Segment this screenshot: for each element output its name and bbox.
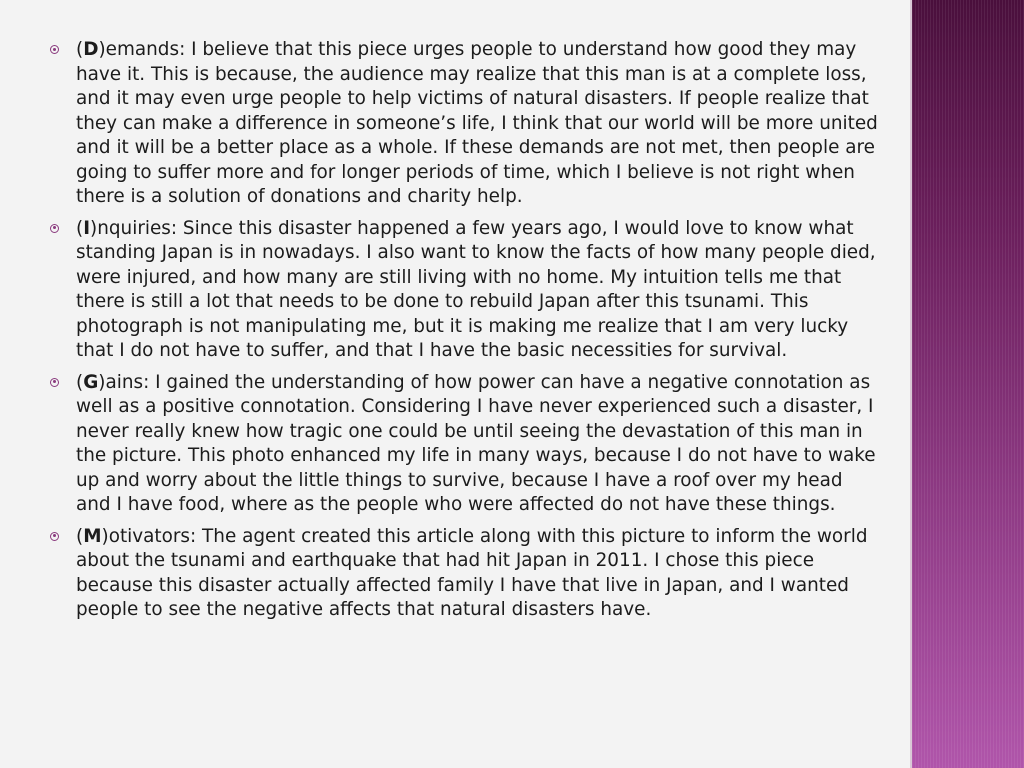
paren-open: (: [76, 371, 84, 393]
bullet-icon: [50, 45, 59, 54]
paren-open: (: [76, 39, 84, 60]
acronym-letter: M: [83, 525, 102, 547]
list-item-demands: [48, 38, 878, 210]
paren-close: ): [98, 371, 106, 393]
list-item-motivators: [48, 525, 878, 623]
item-text: ains: I gained the understanding of how power can have a negative connotation as well as a positive connotation. Considering I have never experienced such a disaster, I never really knew how tragic one could be until seeing the devastation of this man in the picture. This photo enhanced my life in many ways, because I do not have to wake up and worry about the little things to survive, because I have a roof over my head and I have food, where as the people who were affected do not have these things.: [76, 371, 876, 515]
paren-open: (: [76, 525, 84, 547]
acronym-letter: D: [83, 39, 99, 60]
bullet-list: [48, 38, 878, 630]
item-text: otivators: The agent created this article along with this picture to inform the world about the tsunami and earthquake that had hit Japan in 2011. I chose this piece because this disaster actually affected family I have that live in Japan, and I wanted people to see the negative affects that natural disasters have.: [76, 525, 868, 620]
item-text: emands: I believe that this piece urges people to understand how good they may have it. This is because, the audience may realize that this man is at a complete loss, and it may even urge people to help victims of natural disasters. If people realize that they can make a difference in someone’s life, I think that our world will be more united and it will be a better place as a whole. If these demands are not met, then people are going to suffer more and for longer periods of time, which I believe is not right when there is a solution of donations and charity help.: [76, 39, 878, 207]
paren-close: ): [90, 217, 98, 239]
list-item-inquiries: [48, 217, 878, 364]
bullet-icon: [50, 378, 59, 387]
bullet-icon: [50, 224, 59, 233]
decorative-side-band: [912, 0, 1024, 768]
paren-close: ): [101, 525, 109, 547]
item-text: nquiries: Since this disaster happened a few years ago, I would love to know what standing Japan is in nowadays. I also want to know the facts of how many people died, were injured, and how many are still living with no home. My intuition tells me that there is still a lot that needs to be done to rebuild Japan after this tsunami. This photograph is not manipulating me, but it is making me realize that I am very lucky that I do not have to suffer, and that I have the basic necessities for survival.: [76, 217, 876, 361]
paren-close: ): [98, 39, 106, 60]
bullet-icon: [50, 532, 59, 541]
list-item-gains: [48, 371, 878, 518]
acronym-letter: I: [83, 217, 91, 239]
paren-open: (: [76, 217, 84, 239]
acronym-letter: G: [83, 371, 99, 393]
